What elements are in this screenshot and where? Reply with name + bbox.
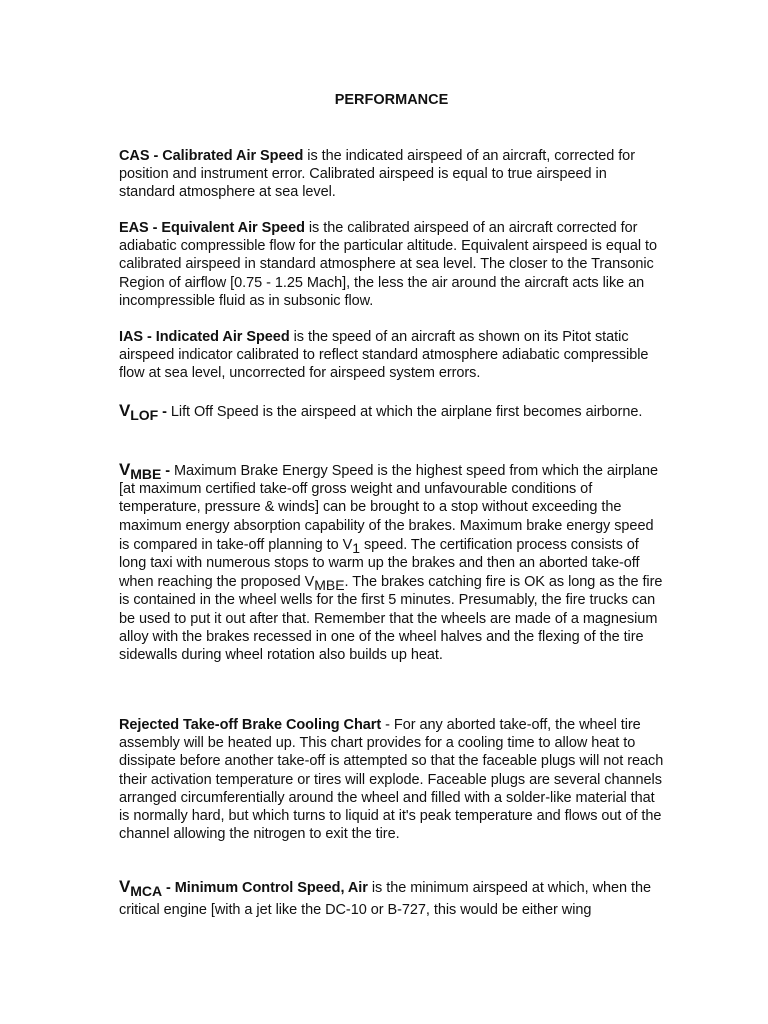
vmbe-subscript: MBE — [130, 466, 162, 482]
vlof-paragraph — [119, 400, 664, 423]
ias-paragraph — [119, 328, 664, 383]
vlof-dash: - — [158, 404, 167, 420]
vmbe-text-3: . The brakes catching fire is OK as long as the fire is contained in the wheel wells for the first 5 minutes. Presumably, the fire trucks can be used to put it out after that. Remember that the wheels are made of a magnesium alloy with the brakes recessed in one of the wheel halves and the flexing of the tire sidewalls during wheel rotation also builds up heat. — [119, 574, 663, 664]
rejected-takeoff-paragraph — [119, 716, 664, 843]
page-title: PERFORMANCE — [334, 92, 449, 108]
vlof-text: Lift Off Speed is the airspeed at which the airplane first becomes airborne. — [166, 404, 643, 420]
vmbe-symbol: V — [119, 460, 131, 479]
eas-text: is the calibrated airspeed of an aircraft corrected for adiabatic compressible flow for the particular altitude. Equivalent airspeed is equal to calibrated airspeed in standard atmosphere at sea level. The closer to the Transonic Region of airflow [0.75 - 1.25 Mach], the less the air around the aircraft acts like an incompressible fluid as in subsonic flow. — [119, 220, 658, 309]
vmbe-text-1: Maximum Brake Energy Speed is the highest speed from which the airplane [at maximum certified take-off gross weight and unfavourable conditions of temperature, pressure & winds] can be brought to a stop without exceeding the maximum energy absorption capability of the brakes. Maximum brake energy speed is compared in take-off planning to V — [119, 463, 659, 553]
vmca-symbol: V — [119, 877, 131, 896]
cas-text: is the indicated airspeed of an aircraft, corrected for position and instrument error. Calibrated airspeed is equal to true airspeed in standard atmosphere at sea level. — [119, 148, 635, 201]
vmca-text: is the minimum airspeed at which, when the critical engine [with a jet like the DC-10 or B-727, this would be either wing — [119, 880, 652, 918]
vmbe-dash: - — [161, 463, 171, 479]
v1-subscript: 1 — [352, 539, 360, 556]
vmca-paragraph — [119, 876, 664, 921]
vmbe-paragraph — [119, 461, 664, 664]
vmca-subscript: MCA — [130, 883, 163, 899]
eas-paragraph — [119, 219, 664, 310]
vlof-subscript: LOF — [130, 407, 159, 423]
vmbe-inline-subscript: MBE — [314, 577, 345, 594]
vlof-symbol: V — [119, 401, 131, 420]
ias-text: is the speed of an aircraft as shown on its Pitot static airspeed indicator calibrated to reflect standard atmosphere adiabatic compressible flow at sea level, uncorrected for airspeed system errors. — [119, 329, 649, 382]
vmca-term: - Minimum Control Speed, Air — [162, 880, 368, 896]
ias-term: IAS - Indicated Air Speed — [119, 329, 290, 345]
eas-term: EAS - Equivalent Air Speed — [119, 220, 305, 236]
rejected-takeoff-term: Rejected Take-off Brake Cooling Chart — [119, 717, 382, 733]
cas-paragraph — [119, 147, 664, 202]
cas-term: CAS - Calibrated Air Speed — [119, 148, 304, 164]
vmbe-text-2: speed. The certification process consists of long taxi with numerous stops to warm up the brakes and then an aborted take-off when reaching the proposed V — [119, 536, 640, 591]
rejected-takeoff-text: - For any aborted take-off, the wheel tire assembly will be heated up. This chart provides for a cooling time to allow heat to dissipate before another take-off is attempted so that the faceable plugs will not reach their activation temperature or tires will explode. Faceable plugs are several channels arranged circumferentially around the wheel and filled with a solder-like material that is normally hard, but which turns to liquid at it's peak temperature and flows out of the channel allowing the nitrogen to exit the tire. — [119, 717, 664, 843]
